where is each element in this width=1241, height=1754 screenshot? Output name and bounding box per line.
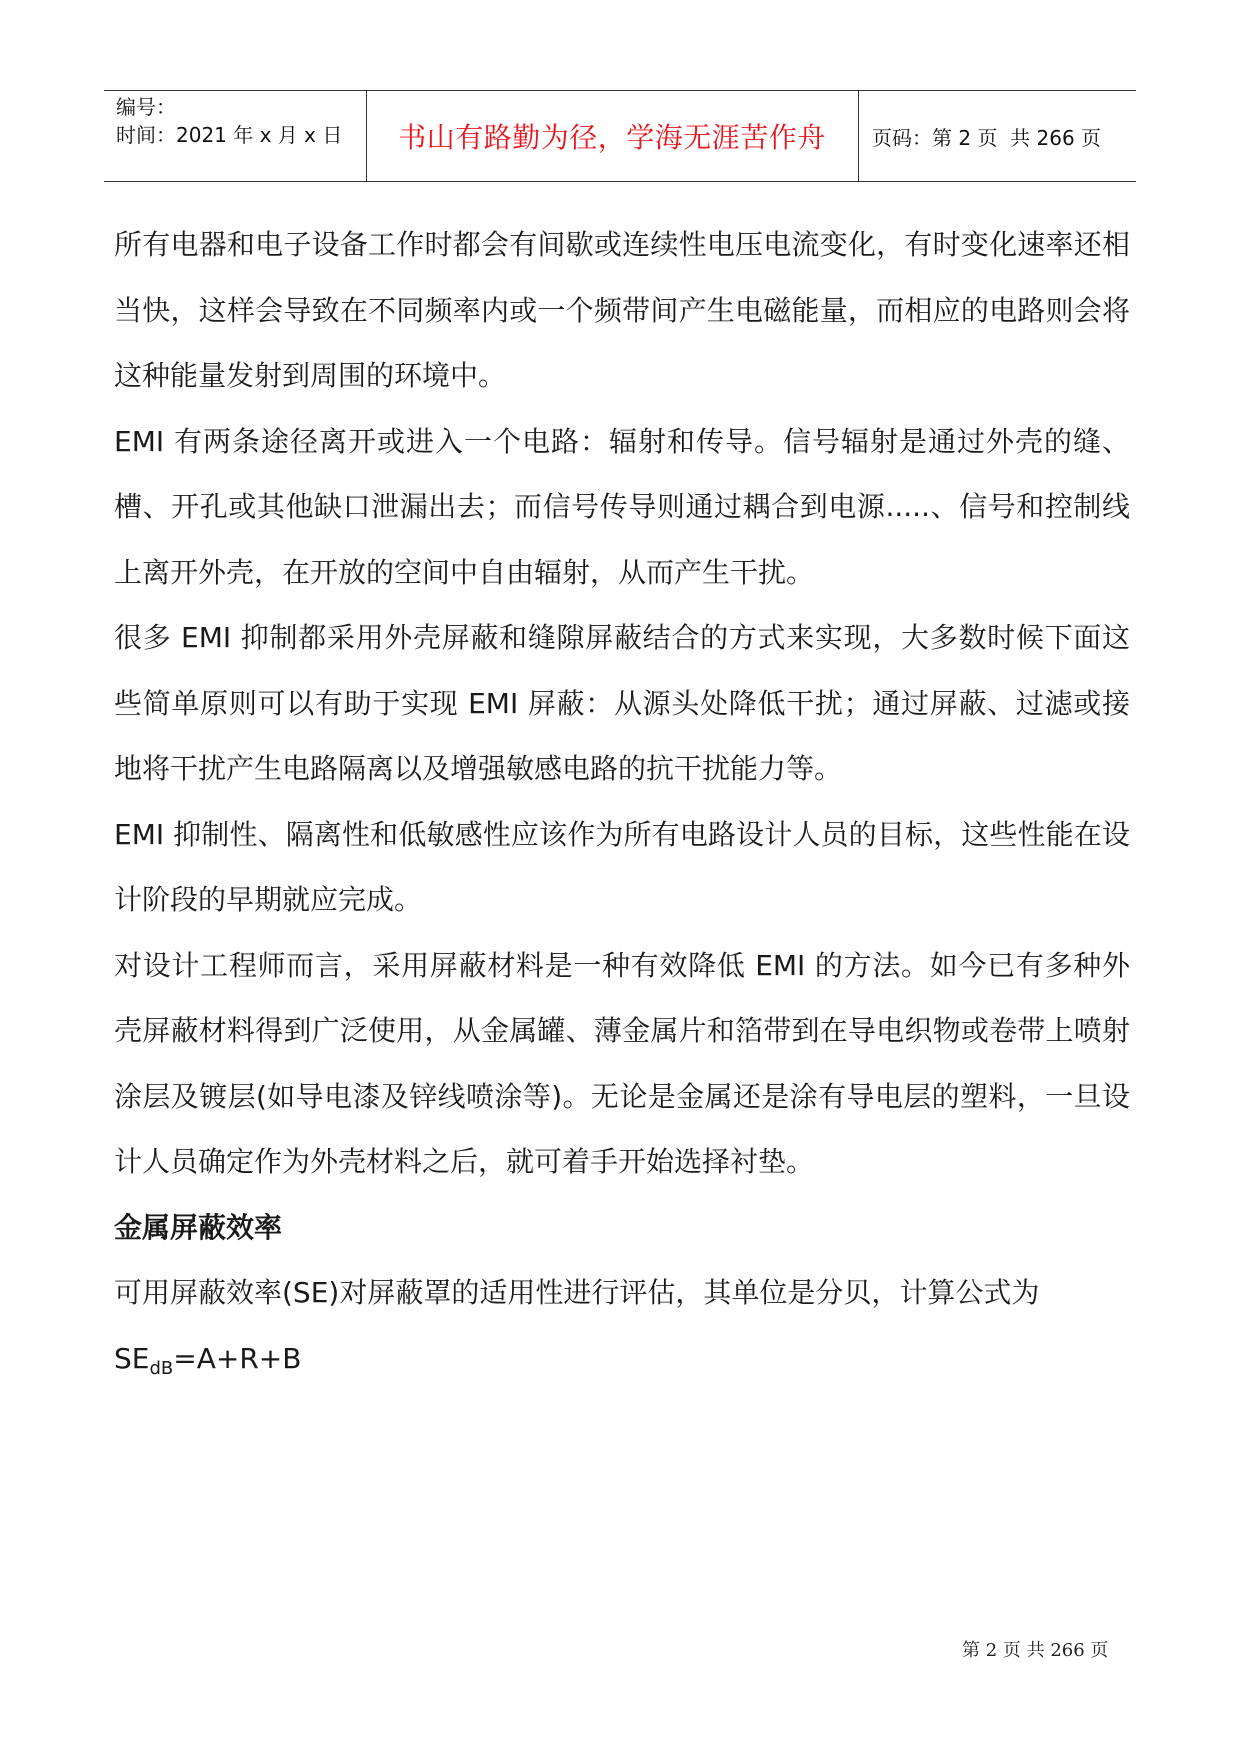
formula-subscript: dB [149,1357,174,1379]
section-heading: 金属屏蔽效率 [114,1210,283,1244]
document-body [114,212,1130,1391]
header-divider-right [858,91,859,181]
section-paragraph: 可用屏蔽效率(SE)对屏蔽罩的适用性进行评估，其单位是分贝，计算公式为 [114,1276,1040,1309]
paragraph-5: 对设计工程师而言，采用屏蔽材料是一种有效降低 EMI 的方法。如今已有多种外壳屏蔽材料得到广泛使用，从金属罐、薄金属片和箔带到在导电织物或卷带上喷射涂层及镀层(如导电漆及锌线喷涂等)。无论是金属还是涂有导电层的塑料，一旦设计人员确定作为外壳材料之后，就可着手开始选择衬垫。 [114,948,1130,1178]
page-footer: 第 2 页 共 266 页 [962,1640,1109,1661]
header-number-label: 编号： [116,95,176,119]
header-page-text: 页码：第 2 页 共 266 页 [872,125,1102,150]
formula-lhs: SE [114,1341,150,1375]
paragraph-4: EMI 抑制性、隔离性和低敏感性应该作为所有电路设计人员的目标，这些性能在设计阶段的早期就应完成。 [114,817,1130,916]
header-motto: 书山有路勤为径，学海无涯苦作舟 [398,121,826,154]
formula-rhs: =A+R+B [173,1341,302,1375]
header-time-label: 时间：2021 年 x 月 x 日 [116,123,343,147]
paragraph-1: 所有电器和电子设备工作时都会有间歇或连续性电压电流变化，有时变化速率还相当快，这样会导致在不同频率内或一个频带间产生电磁能量，而相应的电路则会将这种能量发射到周围的环境中。 [114,228,1130,392]
paragraph-2: EMI 有两条途径离开或进入一个电路：辐射和传导。信号辐射是通过外壳的缝、槽、开孔或其他缺口泄漏出去；而信号传导则通过耦合到电源.....、信号和控制线上离开外壳，在开放的空间中自由辐射，从而产生干扰。 [114,424,1130,589]
header-meta [116,91,366,181]
formula [114,1326,1130,1392]
page-header [104,90,1136,182]
header-page-label [872,91,1101,181]
paragraph-3: 很多 EMI 抑制都采用外壳屏蔽和缝隙屏蔽结合的方式来实现，大多数时候下面这些简单原则可以有助于实现 EMI 屏蔽：从源头处降低干扰；通过屏蔽、过滤或接地将干扰产生电路隔离以及增强敏感电路的抗干扰能力等。 [114,621,1130,785]
